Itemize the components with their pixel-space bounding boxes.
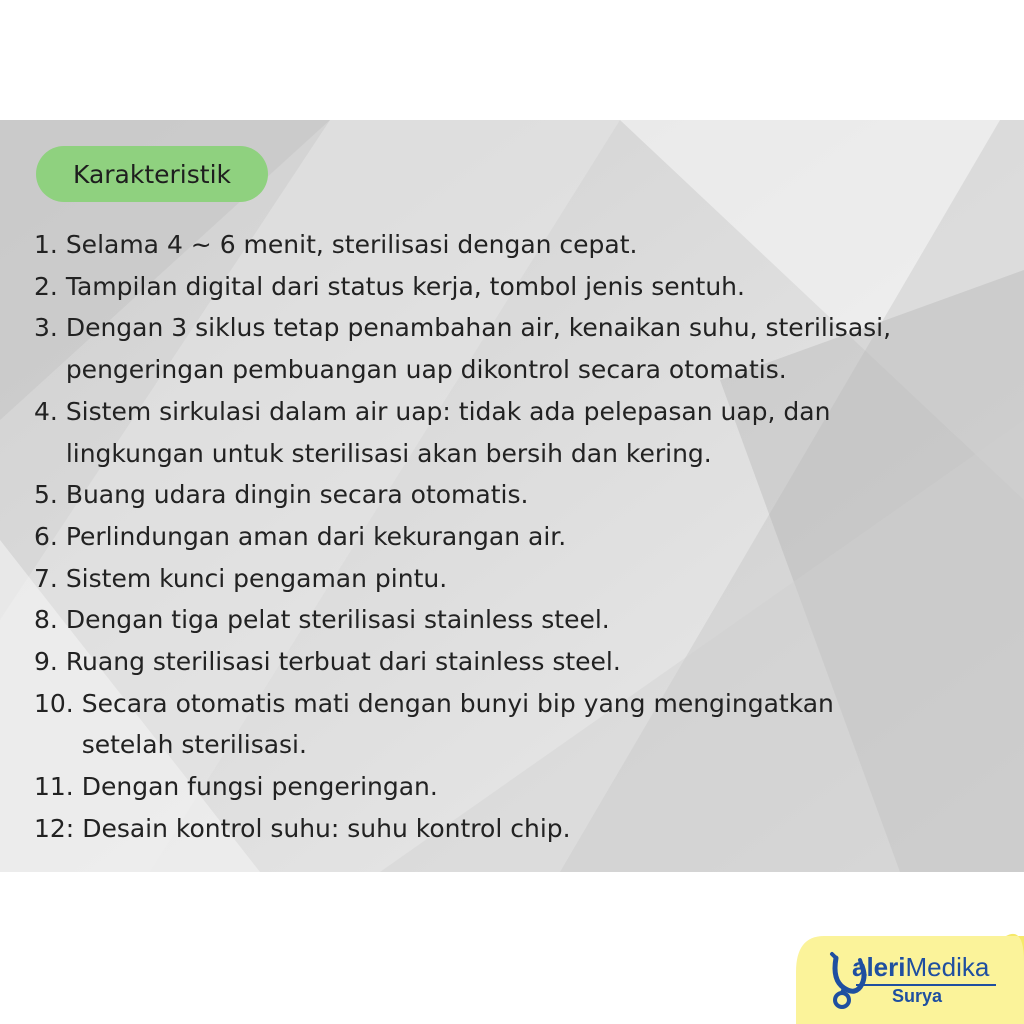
- brand-logo: [796, 932, 1024, 1024]
- list-item: [34, 224, 1018, 266]
- badge-label: Karakteristik: [72, 159, 231, 189]
- list-item: [34, 474, 1018, 516]
- list-item: [34, 391, 1018, 474]
- brand-subtitle: Surya: [892, 986, 943, 1006]
- item-number: 5.: [34, 480, 66, 510]
- item-number: 7.: [34, 563, 66, 593]
- item-number: 8.: [34, 605, 66, 635]
- brand-name-rest: Medika: [905, 952, 990, 982]
- item-number: 11.: [34, 772, 82, 802]
- item-number: 4.: [34, 396, 66, 426]
- item-text: Selama 4 ~ 6 menit, sterilisasi dengan cepat.: [65, 230, 638, 259]
- list-item: [34, 307, 1018, 390]
- item-number: 10.: [34, 688, 82, 718]
- item-number: 6.: [34, 521, 66, 551]
- list-item: [34, 558, 1018, 600]
- item-text: Dengan fungsi pengeringan.: [81, 772, 438, 802]
- list-item: [34, 599, 1018, 641]
- item-number: 1.: [34, 230, 66, 259]
- item-text: Desain kontrol suhu: suhu kontrol chip.: [82, 813, 571, 843]
- item-text: Dengan tiga pelat sterilisasi stainless steel.: [65, 605, 610, 635]
- item-number: 3.: [34, 313, 66, 343]
- list-item: [34, 516, 1018, 558]
- list-item: [34, 766, 1018, 808]
- content-panel: [0, 120, 1024, 872]
- section-badge: [36, 146, 268, 202]
- brand-name: [852, 952, 989, 983]
- list-item: [34, 808, 1018, 850]
- list-item: [34, 266, 1018, 308]
- item-text: Secara otomatis mati dengan bunyi bip yang mengingatkan setelah sterilisasi.: [81, 688, 834, 760]
- item-text: Sistem kunci pengaman pintu.: [65, 563, 448, 593]
- item-text: Buang udara dingin secara otomatis.: [65, 480, 529, 510]
- item-number: 9.: [34, 647, 66, 677]
- item-text: Dengan 3 siklus tetap penambahan air, kenaikan suhu, sterilisasi, pengeringan pembuangan uap dikontrol secara otomatis.: [65, 313, 892, 385]
- item-number: 2.: [34, 271, 66, 301]
- item-number: 12:: [34, 813, 83, 843]
- list-item: [34, 641, 1018, 683]
- list-item: [34, 683, 1018, 766]
- item-text: Perlindungan aman dari kekurangan air.: [65, 521, 567, 551]
- item-text: Ruang sterilisasi terbuat dari stainless steel.: [65, 647, 621, 677]
- brand-name-bold: aleri: [852, 952, 906, 982]
- characteristics-list: [34, 224, 1018, 850]
- item-text: Sistem sirkulasi dalam air uap: tidak ada pelepasan uap, dan lingkungan untuk sterilisasi akan bersih dan kering.: [65, 396, 831, 468]
- item-text: Tampilan digital dari status kerja, tombol jenis sentuh.: [65, 271, 745, 301]
